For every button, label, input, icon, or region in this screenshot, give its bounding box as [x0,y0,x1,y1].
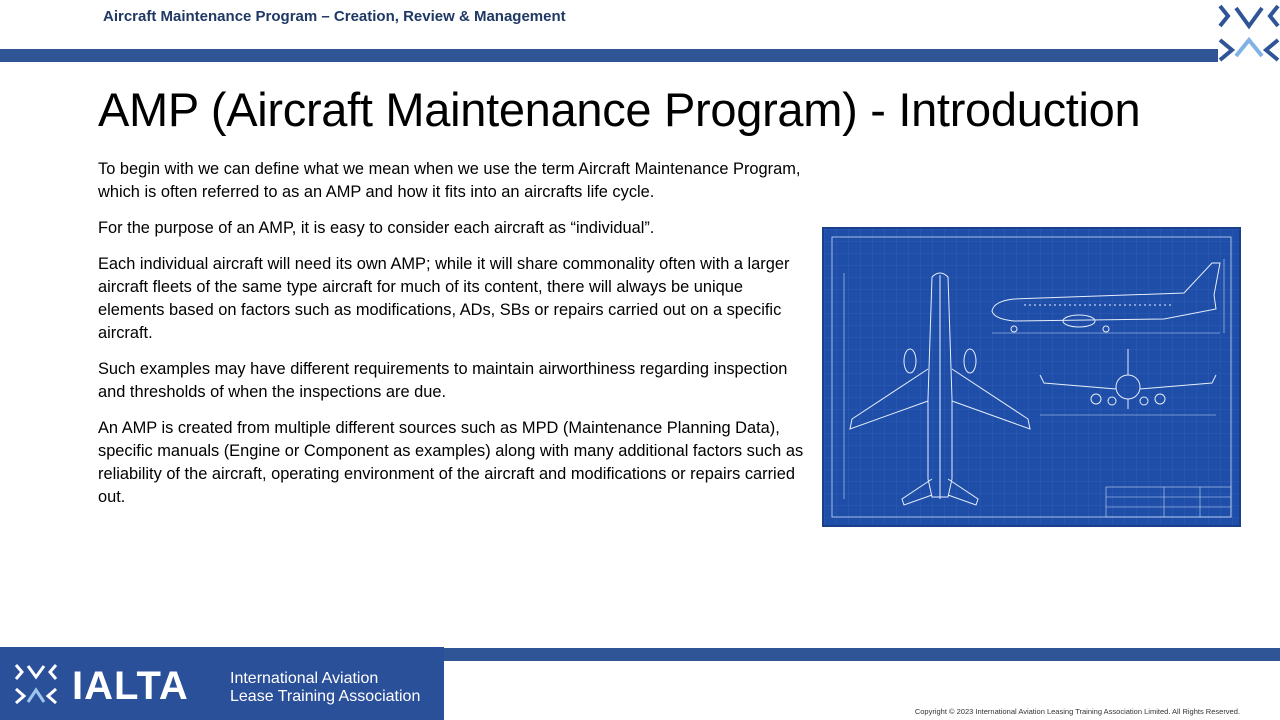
paragraph-sources: An AMP is created from multiple different sources such as MPD (Maintenance Planning Data), specific manuals (Engine or Component as examples) along with many additional factors such as reliability of the aircraft, operating environment of the aircraft and modifications or repairs carried out. [98,419,804,506]
paragraph-requirements: Such examples may have different requirements to maintain airworthiness regarding inspection and thresholds of when the inspections are due. [98,360,788,401]
ialta-brand-subtitle [230,670,420,706]
ialta-footer-logo-icon [14,663,58,705]
header-title: Aircraft Maintenance Program – Creation, Review & Management [103,8,566,25]
slide-title: AMP (Aircraft Maintenance Program) - Introduction [98,83,1141,136]
ialta-sub-line1: International Aviation [230,670,379,687]
paragraph-individual: For the purpose of an AMP, it is easy to consider each aircraft as “individual”. [98,219,655,237]
paragraph-definition: To begin with we can define what we mean when we use the term Aircraft Maintenance Program, which is often referred to as an AMP and how it fits into an aircrafts life cycle. [98,160,801,201]
ialta-logo-icon [1218,0,1280,62]
paragraph-commonality: Each individual aircraft will need its own AMP; while it will share commonality often with a larger aircraft fleets of the same type aircraft for much of its content, there will always be unique elements based on factors such as modifications, ADs, SBs or repairs carried out on a specific aircraft. [98,255,790,342]
copyright-notice: Copyright © 2023 International Aviation Leasing Training Association Limited. All Rights Reserved. [914,707,1240,716]
ialta-sub-line2: Lease Training Association [230,688,421,705]
aircraft-blueprint-image [822,227,1241,527]
header-divider-bar [0,49,1222,62]
ialta-brand-name: IALTA [72,664,189,708]
body-text [98,158,813,522]
blueprint-drawing [824,229,1239,525]
footer-divider-bar [444,648,1280,661]
